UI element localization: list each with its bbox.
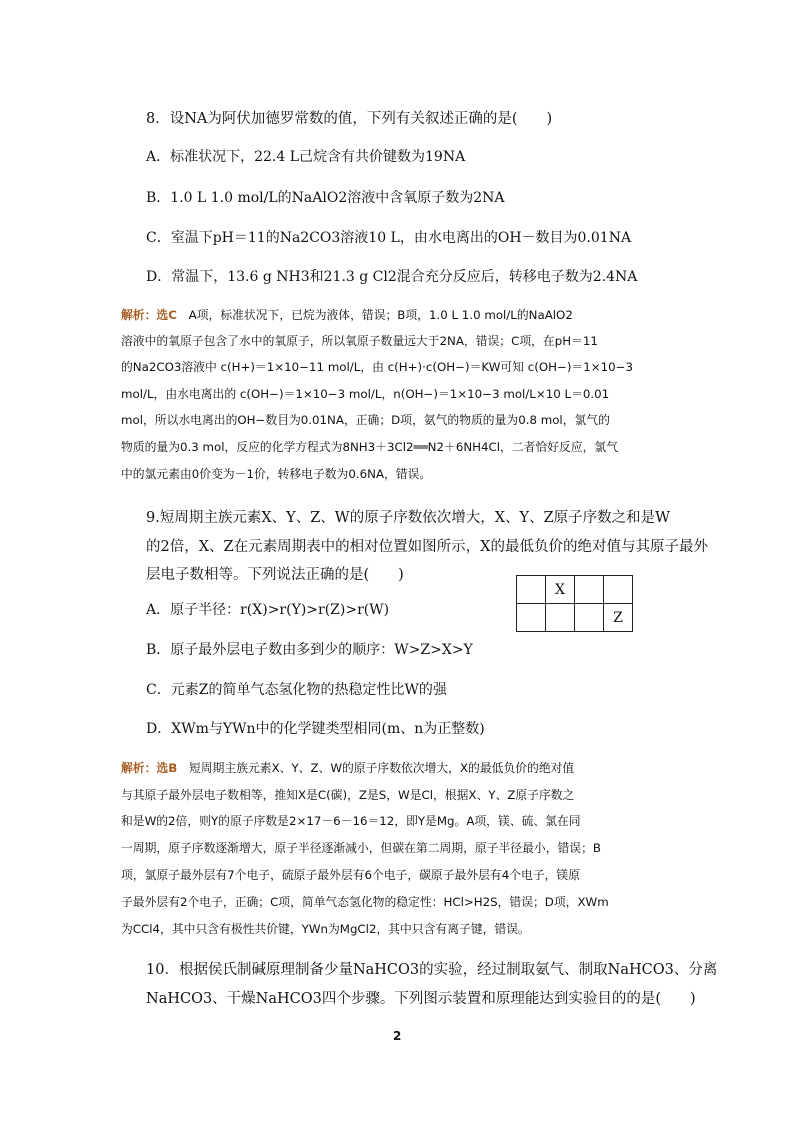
page-number: 2 bbox=[393, 1029, 402, 1043]
q9-analysis-line-2: 与其原子最外层电子数相等，推知X是C(碳)，Z是S，W是Cl，根据X、Y、Z原子序数之 bbox=[121, 788, 575, 802]
q9-stem-line-3: 层电子数相等。下列说法正确的是( ) bbox=[146, 567, 404, 583]
grid-cell-z: Z bbox=[604, 604, 633, 632]
q8-analysis-line-4: mol/L，由水电离出的 c(OH−)＝1×10−3 mol/L，n(OH−)＝1×10−3 mol/L×10 L＝0.01 bbox=[121, 387, 610, 401]
q8-analysis-line-1: 解析：选C A项，标准状况下，已烷为液体，错误；B项，1.0 L 1.0 mol/L的NaAlO2 bbox=[121, 308, 573, 322]
q10-stem-line-1: 10．根据侯氏制碱原理制备少量NaHCO3的实验，经过制取氨气、制取NaHCO3、分离 bbox=[146, 962, 718, 978]
q9-stem-line-1: 9.短周期主族元素X、Y、Z、W的原子序数依次增大，X、Y、Z原子序数之和是W bbox=[146, 510, 671, 526]
q9-analysis-line-6: 子最外层有2个电子，正确；C项，简单气态氢化物的稳定性：HCl>H2S，错误；D项，XWm bbox=[121, 895, 609, 909]
q8-analysis-line-6: 物质的量为0.3 mol，反应的化学方程式为8NH3＋3Cl2══N2＋6NH4Cl，二者恰好反应，氯气 bbox=[121, 440, 619, 454]
q9-analysis-head: 解析：选B bbox=[121, 761, 178, 775]
q9-option-b: B．原子最外层电子数由多到少的顺序：W>Z>X>Y bbox=[146, 642, 473, 658]
q9-option-a: A．原子半径：r(X)>r(Y)>r(Z)>r(W) bbox=[146, 602, 390, 618]
q9-analysis-line-3: 和是W的2倍，则Y的原子序数是2×17－6－16＝12，即Y是Mg。A项，镁、硫、氯在同 bbox=[121, 814, 581, 828]
q9-analysis-line-5: 项，氯原子最外层有7个电子，硫原子最外层有6个电子，碳原子最外层有4个电子，镁原 bbox=[121, 868, 581, 882]
q9-analysis-line-1: 解析：选B 短周期主族元素X、Y、Z、W的原子序数依次增大，X的最低负价的绝对值 bbox=[121, 761, 575, 775]
q9-stem-line-2: 的2倍，X、Z在元素周期表中的相对位置如图所示，X的最低负价的绝对值与其原子最外 bbox=[146, 539, 708, 555]
q9-option-d: D．XWm与YWn中的化学键类型相同(m、n为正整数) bbox=[146, 721, 485, 737]
periodic-position-grid bbox=[516, 575, 633, 632]
q8-analysis-line-2: 溶液中的氧原子包含了水中的氧原子，所以氧原子数量远大于2NA，错误；C项，在pH＝11 bbox=[121, 334, 598, 348]
q8-stem: 8．设NA为阿伏加德罗常数的值，下列有关叙述正确的是( ) bbox=[146, 111, 553, 127]
q8-option-c: C．室温下pH＝11的Na2CO3溶液10 L，由水电离出的OH－数目为0.01NA bbox=[146, 230, 632, 246]
grid-cell-x: X bbox=[546, 576, 575, 604]
q9-option-c: C．元素Z的简单气态氢化物的热稳定性比W的强 bbox=[146, 682, 447, 698]
q10-stem-line-2: NaHCO3、干燥NaHCO3四个步骤。下列图示装置和原理能达到实验目的的是( ) bbox=[146, 991, 696, 1007]
q8-analysis-line-5: mol，所以水电离出的OH−数目为0.01NA，正确；D项，氨气的物质的量为0.8 mol，氯气的 bbox=[121, 413, 610, 427]
q9-analysis-line-7: 为CCl4，其中只含有极性共价键，YWn为MgCl2，其中只含有离子键，错误。 bbox=[121, 922, 530, 936]
q8-option-d: D．常温下，13.6 g NH3和21.3 g Cl2混合充分反应后，转移电子数为2.4NA bbox=[146, 269, 638, 285]
q8-analysis-line-3: 的Na2CO3溶液中 c(H+)＝1×10−11 mol/L，由 c(H+)·c(OH−)＝KW可知 c(OH−)＝1×10−3 bbox=[121, 360, 634, 374]
q8-option-a: A．标准状况下，22.4 L己烷含有共价键数为19NA bbox=[146, 149, 466, 165]
q9-analysis-line-4: 一周期，原子序数逐渐增大，原子半径逐渐减小，但碳在第二周期，原子半径最小，错误；B bbox=[121, 841, 601, 855]
q8-option-b: B．1.0 L 1.0 mol/L的NaAlO2溶液中含氧原子数为2NA bbox=[146, 190, 505, 206]
q8-analysis-line-7: 中的氯元素由0价变为－1价，转移电子数为0.6NA，错误。 bbox=[121, 467, 432, 481]
q8-analysis-head: 解析：选C bbox=[121, 308, 177, 322]
